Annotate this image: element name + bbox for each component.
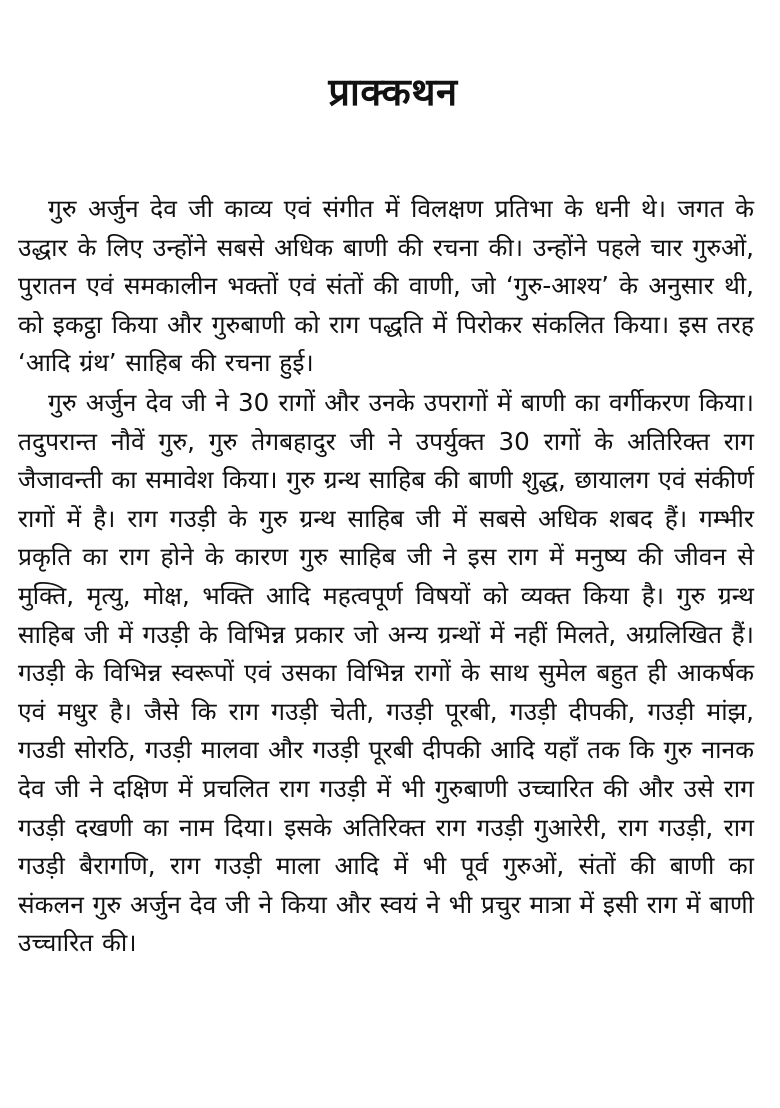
body-text [18,190,754,963]
paragraph-1: गुरु अर्जुन देव जी काव्य एवं संगीत में विलक्षण प्रतिभा के धनी थे। जगत के उद्धार के लिए उन्होंने सबसे अधिक बाणी की रचना की। उन्होंने पहले चार गुरुओं, पुरातन एवं समकालीन भक्तों एवं संतों की वाणी, जो ‘गुरु-आश्य’ के अनुसार थी, को इकट्ठा किया और गुरुबाणी को राग पद्धति में पिरोकर संकलित किया। इस तरह ‘आदि ग्रंथ’ साहिब की रचना हुई। [18,194,754,378]
page-title: प्राक्कथन [328,70,458,114]
paragraph-2: गुरु अर्जुन देव जी ने 30 रागों और उनके उपरागों में बाणी का वर्गीकरण किया। तदुपरान्त नौवें गुरु, गुरु तेगबहादुर जी ने उपर्युक्त 30 रागों के अतिरिक्त राग जैजावन्ती का समावेश किया। गुरु ग्रन्थ साहिब की बाणी शुद्ध, छायालग एवं संकीर्ण रागों में है। राग गउड़ी के गुरु ग्रन्थ साहिब जी में सबसे अधिक शबद हैं। गम्भीर प्रकृति का राग होने के कारण गुरु साहिब जी ने इस राग में मनुष्य की जीवन से मुक्ति, मृत्यु, मोक्ष, भक्ति आदि महत्वपूर्ण विषयों को व्यक्त किया है। गुरु ग्रन्थ साहिब जी में गउड़ी के विभिन्न प्रकार जो अन्य ग्रन्थों में नहीं मिलते, अग्रलिखित हैं। गउड़ी के विभिन्न स्वरूपों एवं उसका विभिन्न रागों के साथ सुमेल बहुत ही आकर्षक एवं मधुर है। जैसे कि राग गउड़ी चेती, गउड़ी पूरबी, गउड़ी दीपकी, गउड़ी मांझ, गउडी सोरठि, गउड़ी मालवा और गउड़ी पूरबी दीपकी आदि यहाँ तक कि गुरु नानक देव जी ने दक्षिण में प्रचलित राग गउड़ी में भी गुरुबाणी उच्चारित की और उसे राग गउड़ी दखणी का नाम दिया। इसके अतिरिक्त राग गउड़ी गुआरेरी, राग गउड़ी, राग गउड़ी बैरागणि, राग गउड़ी माला आदि में भी पूर्व गुरुओं, संतों की बाणी का संकलन गुरु अर्जुन देव जी ने किया और स्वयं ने भी प्रचुर मात्रा में इसी राग में बाणी उच्चारित की। [18,387,754,958]
